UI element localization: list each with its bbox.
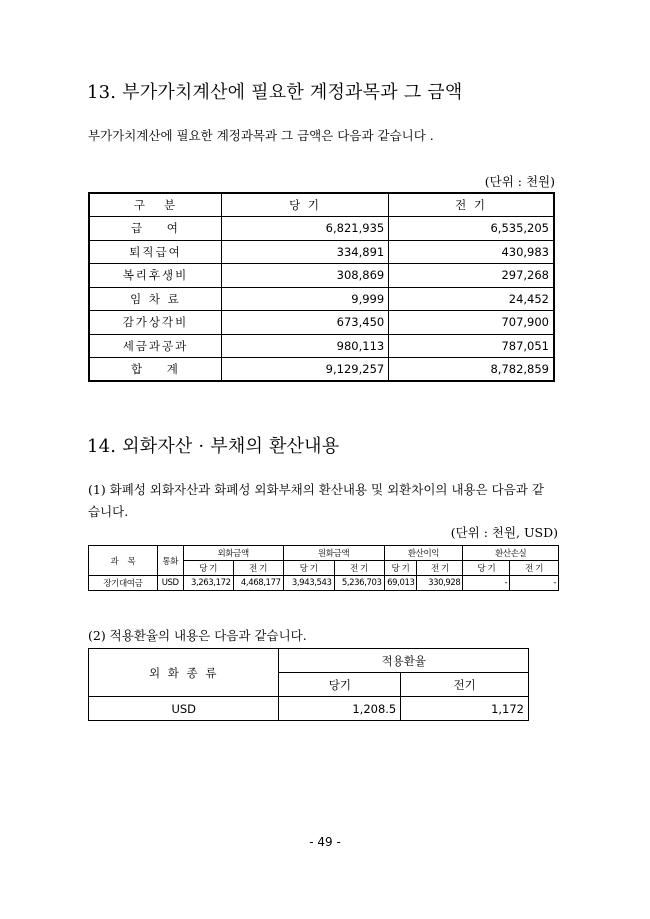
- row-prior: 787,051: [389, 334, 554, 358]
- header-currency-type: 외 화 종 류: [89, 649, 279, 697]
- page-number: - 49 -: [309, 835, 341, 849]
- table-row: [89, 217, 554, 241]
- unit-label: (단위 : 천원): [484, 174, 555, 189]
- row-label: 세금과공과: [89, 334, 221, 358]
- table-row: [89, 697, 529, 721]
- subheader-prior: 전 기: [417, 561, 463, 576]
- section-14-para1-line1: (1) 화폐성 외화자산과 화폐성 외화부채의 환산내용 및 외환차이의 내용은 다음과 같: [88, 482, 544, 497]
- row-current: 6,821,935: [221, 217, 388, 241]
- table-row: [89, 240, 554, 264]
- row-fx-current: 3,263,172: [183, 576, 233, 591]
- row-currency: USD: [157, 576, 183, 591]
- header-krw-amount: 원화금액: [283, 546, 384, 561]
- subheader-prior: 전기: [401, 673, 529, 697]
- row-krw-prior: 5,236,703: [334, 576, 384, 591]
- section-14-para2: (2) 적용환율의 내용은 다음과 같습니다.: [88, 628, 307, 643]
- row-prior: 6,535,205: [389, 217, 554, 241]
- table-row: [89, 311, 554, 335]
- subheader-prior: 전 기: [510, 561, 559, 576]
- row-prior: 297,268: [389, 264, 554, 288]
- subheader-prior: 전 기: [233, 561, 283, 576]
- table-row: [89, 287, 554, 311]
- header-prior: 전 기: [389, 193, 554, 217]
- section-13-title: 13. 부가가치계산에 필요한 계정과목과 그 금액: [87, 82, 463, 103]
- table-row: [89, 576, 559, 591]
- header-translation-loss: 환산손실: [463, 546, 559, 561]
- header-applied-rate: 적용환율: [279, 649, 529, 673]
- subheader-current: 당기: [279, 673, 401, 697]
- table-row: [89, 264, 554, 288]
- subheader-current: 당 기: [384, 561, 417, 576]
- header-category: 구 분: [89, 193, 221, 217]
- table-header-row: [89, 193, 554, 217]
- row-label: 감가상각비: [89, 311, 221, 335]
- header-currency: 통화: [157, 546, 183, 576]
- table-header-row: [89, 649, 529, 673]
- section-14-title: 14. 외화자산 · 부채의 환산내용: [87, 436, 340, 457]
- table-row: [89, 334, 554, 358]
- row-fx-prior: 4,468,177: [233, 576, 283, 591]
- row-krw-current: 3,943,543: [283, 576, 334, 591]
- row-rate-prior: 1,172: [401, 697, 529, 721]
- row-label: 복리후생비: [89, 264, 221, 288]
- row-current: 334,891: [221, 240, 388, 264]
- total-prior: 8,782,859: [389, 358, 554, 382]
- row-gain-current: 69,013: [384, 576, 417, 591]
- row-gain-prior: 330,928: [417, 576, 463, 591]
- header-fx-amount: 외화금액: [183, 546, 283, 561]
- subheader-prior: 전 기: [334, 561, 384, 576]
- header-current: 당 기: [221, 193, 388, 217]
- section-14-para1-line2: 습니다.: [88, 504, 129, 519]
- row-current: 980,113: [221, 334, 388, 358]
- row-prior: 430,983: [389, 240, 554, 264]
- row-current: 308,869: [221, 264, 388, 288]
- total-label: 합 계: [89, 358, 221, 382]
- row-loss-prior: -: [510, 576, 559, 591]
- row-label: 퇴직급여: [89, 240, 221, 264]
- subheader-current: 당 기: [183, 561, 233, 576]
- fx-translation-table: [88, 545, 559, 591]
- row-account: 장기대여금: [89, 576, 158, 591]
- row-current: 9,999: [221, 287, 388, 311]
- row-prior: 24,452: [389, 287, 554, 311]
- subheader-current: 당 기: [283, 561, 334, 576]
- expense-table: [88, 192, 555, 382]
- exchange-rate-table: [88, 648, 529, 721]
- unit-label-fx: (단위 : 천원, USD): [450, 525, 558, 540]
- table-header-row: [89, 546, 559, 561]
- row-currency: USD: [89, 697, 279, 721]
- total-current: 9,129,257: [221, 358, 388, 382]
- row-label: 임 차 료: [89, 287, 221, 311]
- row-current: 673,450: [221, 311, 388, 335]
- row-label: 급 여: [89, 217, 221, 241]
- header-account: 과 목: [89, 546, 158, 576]
- total-row: [89, 358, 554, 382]
- header-translation-gain: 환산이익: [384, 546, 463, 561]
- row-prior: 707,900: [389, 311, 554, 335]
- row-loss-current: -: [463, 576, 510, 591]
- subheader-current: 당 기: [463, 561, 510, 576]
- row-rate-current: 1,208.5: [279, 697, 401, 721]
- section-13-intro: 부가가치계산에 필요한 계정과목과 그 금액은 다음과 같습니다 .: [88, 128, 434, 143]
